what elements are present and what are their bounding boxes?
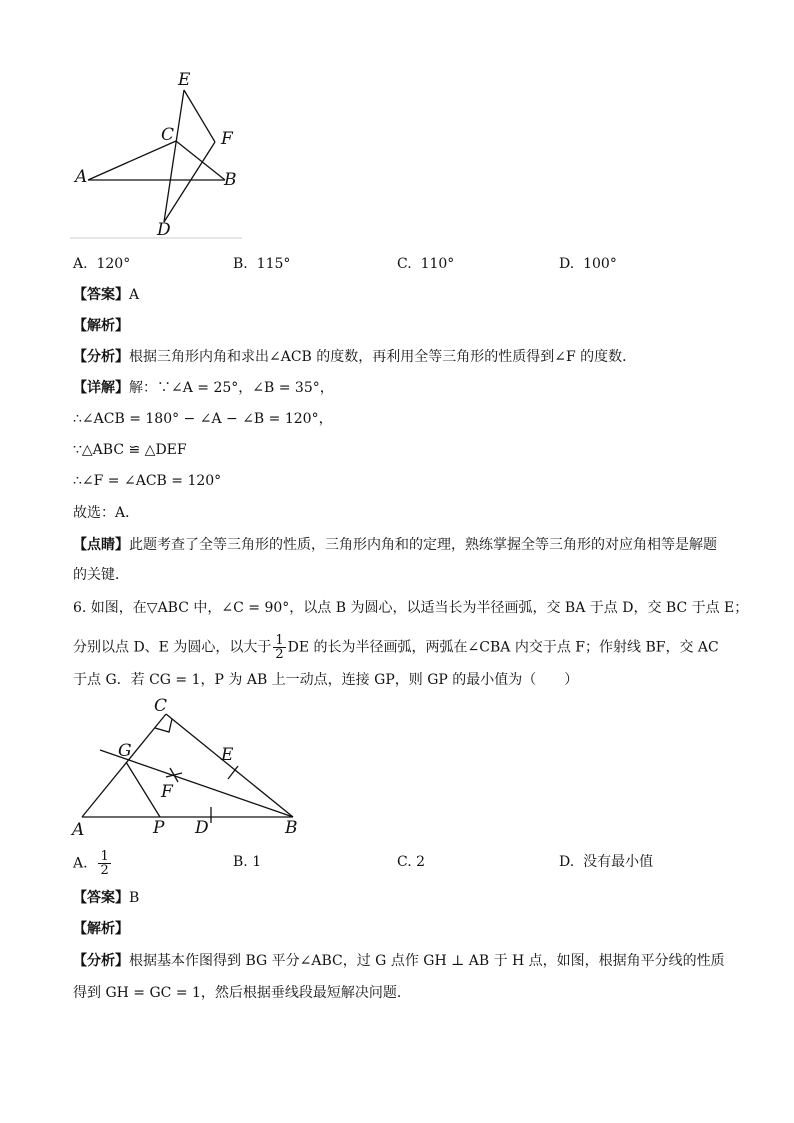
q5-option-c[interactable]: C. 110°	[397, 256, 455, 272]
label-b: B	[285, 818, 298, 838]
right-angle-mark	[155, 719, 172, 732]
q5-option-d[interactable]: D. 100°	[559, 256, 617, 272]
label-a: A	[75, 167, 88, 187]
q6-answer: 【答案】B	[73, 890, 140, 906]
label-c: C	[154, 696, 168, 716]
option-a-fraction: $\frac{1}{2}$	[100, 849, 109, 878]
label-g: G	[118, 741, 132, 761]
q6-analysis-heading: 【解析】	[73, 921, 129, 937]
q5-step-5: 故选：A．	[73, 505, 140, 521]
q5-dianjing: 【点睛】此题考查了全等三角形的性质，三角形内角和的定理，熟练掌握全等三角形的对应角相等是解题	[73, 537, 717, 553]
label-f: F	[221, 129, 233, 149]
q6-fenxi-cont: 得到 GH = GC = 1，然后根据垂线段最短解决问题．	[73, 985, 411, 1001]
q5-option-a[interactable]: A. 120°	[73, 256, 131, 272]
figure-right-triangle-abc	[68, 694, 308, 839]
label-d: D	[157, 220, 171, 240]
segment-ef	[184, 90, 215, 142]
q6-stem-line3: 于点 G．若 CG = 1，P 为 AB 上一动点，连接 GP，则 GP 的最小值为（ ）	[73, 672, 579, 688]
q5-xiangjie: 【详解】解：∵∠A = 25°，∠B = 35°，	[73, 380, 334, 396]
label-d: D	[195, 818, 209, 838]
segment-cb	[166, 714, 293, 817]
label-p: P	[153, 818, 165, 838]
q6-option-b[interactable]: B. 1	[233, 854, 262, 870]
label-b: B	[224, 170, 237, 190]
label-c: C	[161, 125, 175, 145]
q5-analysis-heading: 【解析】	[73, 318, 129, 334]
q5-option-b[interactable]: B. 115°	[233, 256, 291, 272]
q5-answer: 【答案】A	[73, 287, 140, 303]
fraction-one-half: $\frac{1}{2}$	[275, 633, 284, 662]
segment-fd	[164, 142, 215, 222]
q5-step-2: ∴∠ACB = 180° − ∠A − ∠B = 120°，	[73, 411, 333, 427]
q5-dianjing-cont: 的关键．	[73, 567, 129, 583]
q6-stem-line2: 分别以点 D、E 为圆心，以大于 $\frac{1}{2}$ DE 的长为半径画弧，两弧在∠CBA 内交于点 F；作射线 BF，交 AC	[73, 633, 719, 662]
q6-fenxi: 【分析】根据基本作图得到 BG 平分∠ABC，过 G 点作 GH ⊥ AB 于 H 点，如图，根据角平分线的性质	[73, 953, 725, 969]
segment-ed	[164, 90, 184, 222]
q6-option-a[interactable]: A. $\frac{1}{2}$	[73, 849, 109, 878]
label-e: E	[221, 745, 234, 765]
label-a: A	[72, 820, 85, 839]
segment-cb	[176, 141, 225, 180]
q5-step-4: ∴∠F = ∠ACB = 120°	[73, 473, 222, 489]
q5-fenxi: 【分析】根据三角形内角和求出∠ACB 的度数，再利用全等三角形的性质得到∠F 的度数．	[73, 349, 637, 365]
label-f: F	[161, 782, 173, 802]
figure-triangles-abc-def	[70, 68, 250, 243]
q5-step-3: ∵△ABC ≌ △DEF	[73, 442, 187, 458]
label-e: E	[178, 70, 191, 90]
q6-stem-line1: 6. 如图，在▽ABC 中，∠C = 90°，以点 B 为圆心，以适当长为半径画弧，交 BA 于点 D，交 BC 于点 E；	[73, 600, 749, 616]
segment-ac	[82, 714, 166, 817]
segment-ac	[88, 141, 176, 180]
q6-option-d[interactable]: D. 没有最小值	[559, 854, 654, 870]
q6-option-c[interactable]: C. 2	[397, 854, 426, 870]
segment-gp	[126, 762, 160, 817]
